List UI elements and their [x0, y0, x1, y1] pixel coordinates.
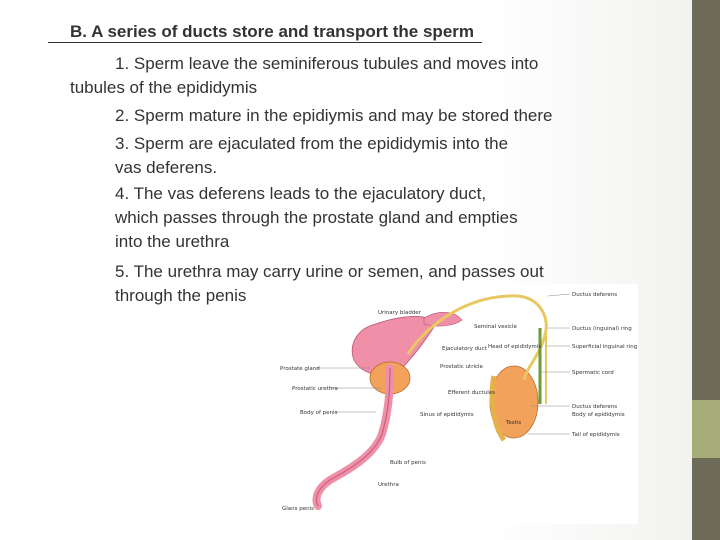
label-body-epididymis: Body of epididymis — [572, 412, 625, 418]
label-glans-penis: Glans penis — [282, 506, 315, 512]
label-testis: Testis — [506, 420, 522, 426]
body-line-1-cont: tubules of the epididymis — [70, 78, 258, 97]
body-line-4-cont2: into the urethra — [115, 232, 230, 251]
label-bulb-penis: Bulb of penis — [390, 460, 426, 466]
label-ductus-deferens: Ductus deferens — [572, 292, 618, 298]
label-superficial-ring: Superficial inguinal ring — [572, 344, 638, 350]
body-line-4-cont: which passes through the prostate gland and empties — [115, 208, 518, 227]
body-line-2: 2. Sperm mature in the epidiymis and may be stored there — [115, 106, 553, 125]
label-sinus-epididymis: Sinus of epididymis — [420, 412, 474, 418]
label-prostatic-utricle: Prostatic utricle — [440, 364, 483, 370]
body-line-1: 1. Sperm leave the seminiferous tubules and moves into — [115, 54, 539, 73]
body-line-5-cont: through the penis — [115, 286, 247, 305]
label-head-epididymis: Head of epididymis — [488, 344, 542, 350]
body-line-4: 4. The vas deferens leads to the ejaculatory duct, — [115, 184, 487, 203]
side-bar-segment-dark-bottom — [692, 458, 720, 540]
label-inguinal-ring: Ductus (inguinal) ring — [572, 326, 632, 332]
reproductive-ducts-diagram — [278, 284, 638, 524]
body-line-3-cont: vas deferens. — [115, 158, 218, 177]
title-underline — [48, 42, 482, 43]
label-urinary-bladder: Urinary bladder — [378, 310, 421, 316]
label-seminal-vesicle: Seminal vesicle — [474, 324, 517, 330]
decorative-side-bar — [692, 0, 720, 540]
label-tail-epididymis: Tail of epididymis — [572, 432, 620, 438]
label-prostatic-urethra: Prostatic urethra — [292, 386, 338, 392]
label-urethra: Urethra — [378, 482, 399, 488]
label-prostate-gland: Prostate gland — [280, 366, 320, 372]
anatomy-figure — [278, 284, 638, 524]
slide-title: B. A series of ducts store and transport the sperm — [70, 22, 474, 41]
label-ductus-deferens-2: Ductus deferens — [572, 404, 618, 410]
side-bar-segment-dark — [692, 0, 720, 400]
body-line-5: 5. The urethra may carry urine or semen, and passes out — [115, 262, 544, 281]
side-bar-segment-green — [692, 400, 720, 458]
label-ejaculatory-duct: Ejaculatory duct — [442, 346, 487, 352]
label-body-penis: Body of penis — [300, 410, 338, 416]
body-line-3: 3. Sperm are ejaculated from the epididymis into the — [115, 134, 509, 153]
label-efferent-ductules: Efferent ductules — [448, 390, 495, 396]
label-spermatic-cord: Spermatic cord — [572, 370, 614, 376]
